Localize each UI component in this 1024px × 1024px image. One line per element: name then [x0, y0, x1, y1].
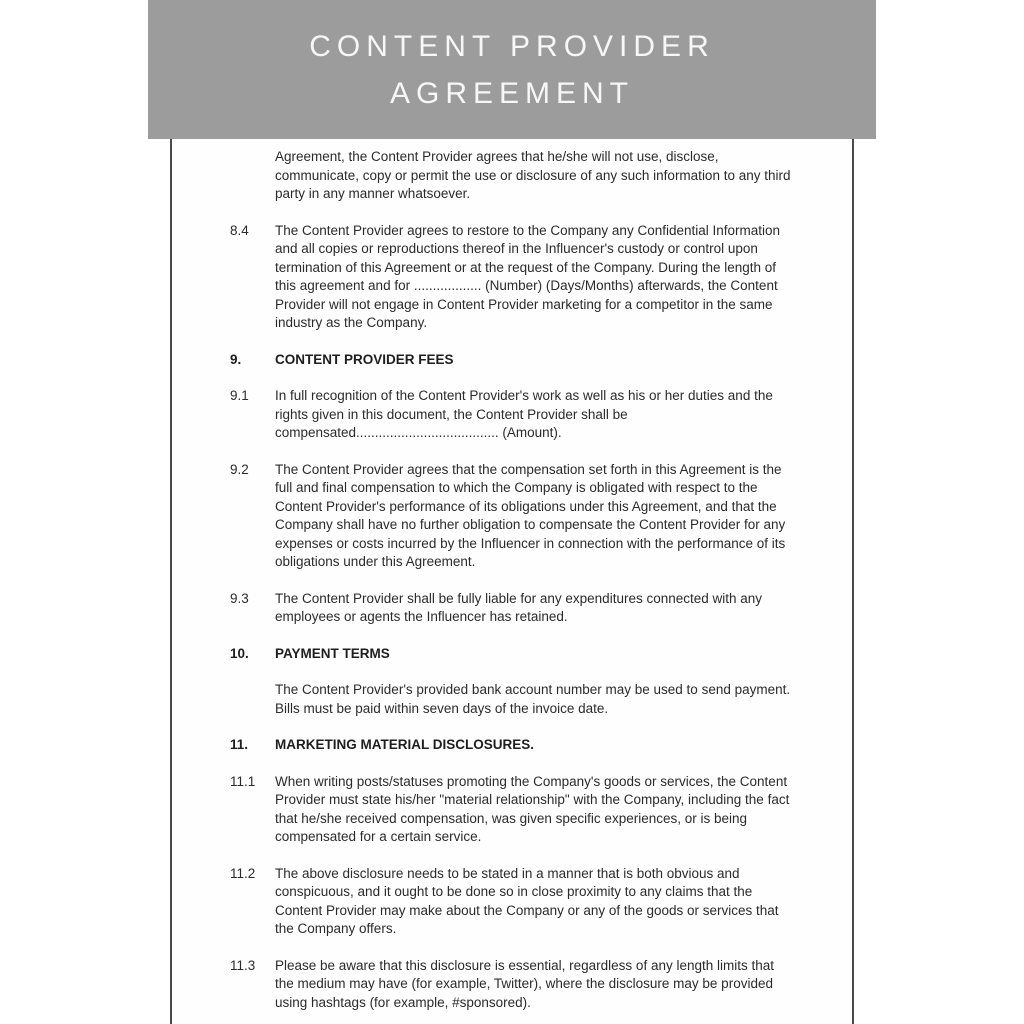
section-text: Agreement, the Content Provider agrees that he/she will not use, disclose, communicate, copy or permit the use or disclosure of any such information to any third party in any manner whatsoever.	[275, 149, 791, 201]
section-number: 11.1	[230, 773, 256, 789]
section-number: 8.4	[230, 222, 249, 238]
heading-content-provider-fees	[230, 351, 852, 370]
section-8-4	[230, 222, 852, 333]
heading-number: 9.	[230, 351, 242, 367]
section-number: 11.2	[230, 865, 256, 881]
document-body	[172, 139, 852, 1024]
section-11-3	[230, 957, 852, 1013]
section-number	[230, 681, 275, 718]
heading-text: PAYMENT TERMS	[275, 645, 390, 661]
section-number: 11.3	[230, 957, 256, 973]
section-text: The Content Provider agrees that the compensation set forth in this Agreement is the full and final compensation to which the Company is obligated with respect to the Content Provider's performance of its obligations under this Agreement, and that the Company shall have no further obligation to compensate the Content Provider for any expenses or costs incurred by the Influencer in connection with the performance of its obligations under this Agreement.	[275, 461, 786, 569]
section-9-1	[230, 387, 852, 443]
section-number: 9.3	[230, 590, 249, 606]
heading-text: CONTENT PROVIDER FEES	[275, 351, 454, 367]
section-number: 9.1	[230, 388, 249, 403]
document-page	[170, 0, 854, 1024]
section-number: 9.2	[230, 461, 249, 477]
section-11-2	[230, 865, 852, 939]
section-11-1	[230, 773, 852, 847]
section-text: The Content Provider shall be fully liable for any expenditures connected with any employees or agents the Influencer has retained.	[275, 590, 763, 624]
document-title-line-1: CONTENT PROVIDER	[309, 29, 715, 63]
heading-text: MARKETING MATERIAL DISCLOSURES.	[275, 737, 535, 752]
heading-payment-terms	[230, 645, 852, 664]
section-text: The Content Provider's provided bank account number may be used to send payment. Bills must be paid within seven days of the invoice date.	[275, 682, 791, 716]
section-text: In full recognition of the Content Provider's work as well as his or her duties and the rights given in this document, the Content Provider shall be compensated...................................... (Amount).	[275, 388, 773, 440]
section-text: The Content Provider agrees to restore to the Company any Confidential Information and all copies or reproductions thereof in the Influencer's custody or control upon termination of this Agreement or at the request of the Company. During the length of this agreement and for .................. (Number) (Days/Months) afterwards, the Content Provider will not engage in Content Provider marketing for a competitor in the same industry as the Company.	[275, 222, 781, 330]
section-intro-continuation	[230, 148, 852, 204]
title-banner	[148, 0, 876, 139]
section-9-2	[230, 461, 852, 572]
heading-number: 10.	[230, 645, 249, 661]
document-title-line-2: AGREEMENT	[389, 76, 635, 110]
section-text: The above disclosure needs to be stated in a manner that is both obvious and conspicuous, and it ought to be done so in close proximity to any claims that the Content Provider may make about the Company or any of the goods or services that the Company offers.	[275, 865, 779, 936]
heading-marketing-material-disclosures	[230, 736, 852, 755]
section-number	[230, 148, 275, 204]
section-text: When writing posts/statuses promoting the Company's goods or services, the Content Provider must state his/her "material relationship" with the Company, including the fact that he/she received compensation, was given specific experiences, or is being compensated for a certain service.	[275, 773, 790, 844]
section-9-3	[230, 590, 852, 627]
section-text: Please be aware that this disclosure is essential, regardless of any length limits that the medium may have (for example, Twitter), where the disclosure may be provided using hashtags (for example, #sponsored).	[275, 957, 775, 1010]
section-payment-terms-body	[230, 681, 852, 718]
heading-number: 11.	[230, 737, 249, 752]
